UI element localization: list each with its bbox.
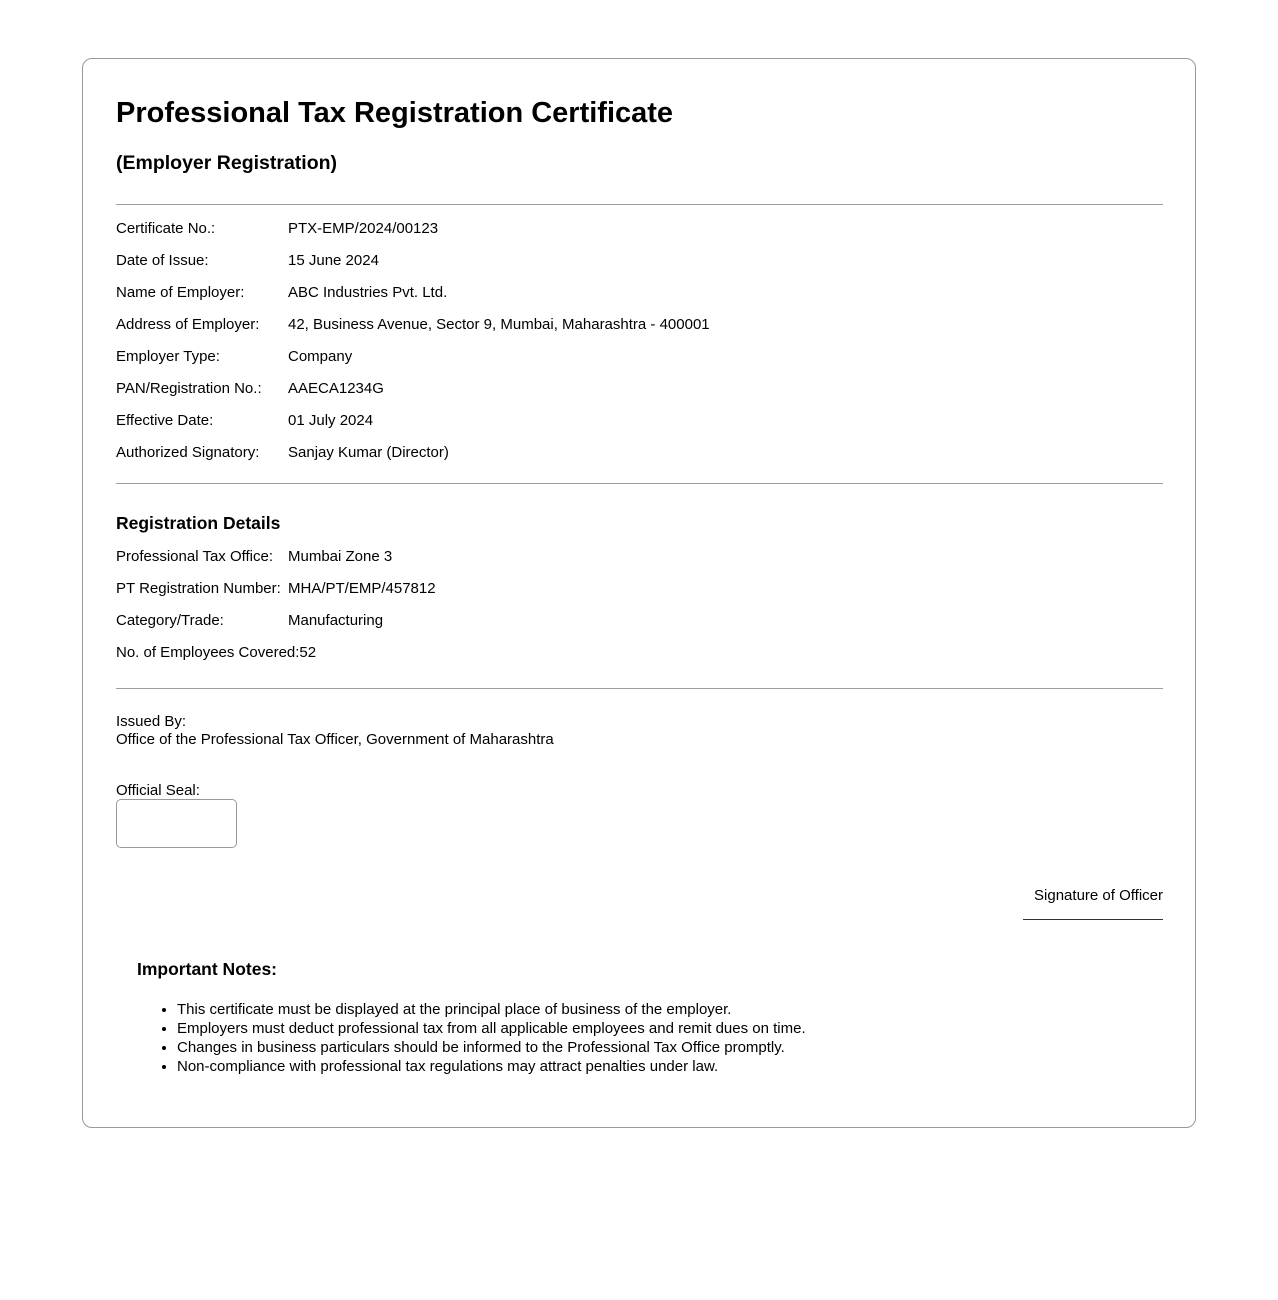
issued-by-value: Office of the Professional Tax Officer, Government of Maharashtra — [116, 731, 554, 748]
field-value: Manufacturing — [288, 612, 384, 629]
field-label: Authorized Signatory: — [116, 444, 260, 461]
registration-fields — [116, 548, 1163, 661]
signature-label: Signature of Officer — [1034, 887, 1163, 904]
field-value: 01 July 2024 — [288, 412, 374, 429]
note-item: • This certificate must be displayed at the principal place of business of the employer. — [177, 1000, 1163, 1019]
divider — [116, 204, 1163, 205]
field-row-pt-office — [116, 548, 1163, 565]
signature-area — [116, 887, 1163, 920]
field-value: AAECA1234G — [288, 380, 384, 397]
note-item: • Non-compliance with professional tax regulations may attract penalties under law. — [177, 1057, 1163, 1076]
field-label: Professional Tax Office: — [116, 548, 274, 565]
field-row-date-of-issue — [116, 252, 1163, 269]
field-value: 52 — [299, 644, 317, 661]
field-row-employer-address — [116, 316, 1163, 333]
field-row-pt-registration-number — [116, 580, 1163, 597]
field-value: 15 June 2024 — [288, 252, 379, 269]
notes-list — [137, 1000, 1163, 1076]
divider — [116, 483, 1163, 484]
field-label: Category/Trade: — [116, 612, 224, 629]
divider — [116, 688, 1163, 689]
field-row-category-trade — [116, 612, 1163, 629]
page-title: Professional Tax Registration Certificate — [116, 97, 674, 129]
issued-by-label: Issued By: — [116, 713, 187, 730]
field-label: Name of Employer: — [116, 284, 245, 301]
note-item: • Employers must deduct professional tax from all applicable employees and remit dues on time. — [177, 1019, 1163, 1038]
official-seal-label: Official Seal: — [116, 782, 200, 799]
signature-line — [1023, 919, 1163, 920]
field-value: Mumbai Zone 3 — [288, 548, 393, 565]
field-label: Effective Date: — [116, 412, 214, 429]
field-row-employees-covered — [116, 644, 1163, 661]
field-value: 42, Business Avenue, Sector 9, Mumbai, Maharashtra - 400001 — [288, 316, 710, 333]
notes-heading: Important Notes: — [137, 959, 277, 979]
field-value: Sanjay Kumar (Director) — [288, 444, 449, 461]
field-row-employer-type — [116, 348, 1163, 365]
field-row-employer-name — [116, 284, 1163, 301]
field-label: Certificate No.: — [116, 220, 216, 237]
field-label: No. of Employees Covered: — [116, 644, 300, 661]
field-row-effective-date — [116, 412, 1163, 429]
issued-by-block — [116, 713, 1163, 749]
field-value: ABC Industries Pvt. Ltd. — [288, 284, 448, 301]
field-row-certificate-no — [116, 220, 1163, 237]
certificate-card — [82, 58, 1196, 1128]
field-label: PT Registration Number: — [116, 580, 281, 597]
field-value: PTX-EMP/2024/00123 — [288, 220, 439, 237]
certificate-fields — [116, 220, 1163, 461]
field-value: MHA/PT/EMP/457812 — [288, 580, 436, 597]
important-notes-section — [137, 959, 1163, 1076]
registration-details-heading: Registration Details — [116, 513, 281, 533]
official-seal-box — [116, 799, 237, 848]
field-row-pan-registration — [116, 380, 1163, 397]
field-label: Date of Issue: — [116, 252, 209, 269]
field-row-authorized-signatory — [116, 444, 1163, 461]
field-value: Company — [288, 348, 353, 365]
field-label: Address of Employer: — [116, 316, 260, 333]
note-item: • Changes in business particulars should be informed to the Professional Tax Office promptly. — [177, 1038, 1163, 1057]
field-label: Employer Type: — [116, 348, 220, 365]
field-label: PAN/Registration No.: — [116, 380, 262, 397]
page-subtitle: (Employer Registration) — [116, 152, 338, 174]
